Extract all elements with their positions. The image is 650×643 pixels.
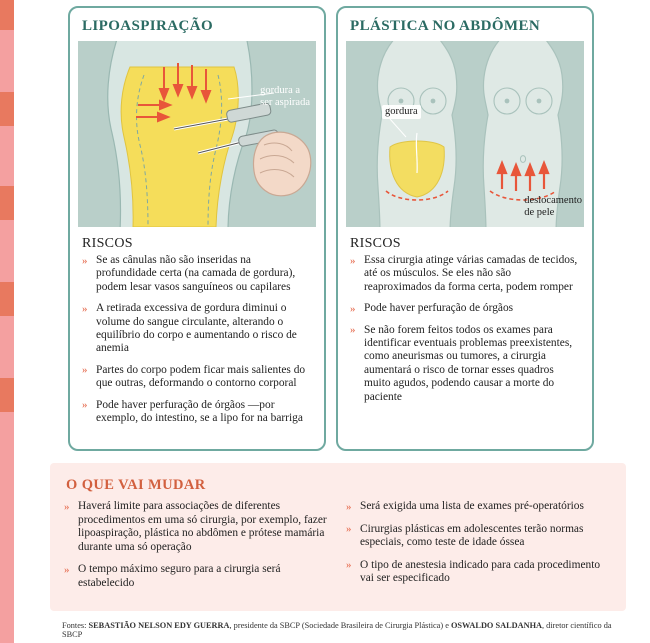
list-item: » Pode haver perfuração de órgãos —por exemplo, do intestino, se a lipo for na barriga: [82, 398, 303, 425]
chevron-double-right-icon: »: [82, 254, 86, 267]
illustration-plastica-abdomen: [346, 41, 584, 227]
risks-heading-plastica-abdomen: RISCOS: [350, 236, 401, 251]
illustration-lipoaspiracao: [78, 41, 316, 227]
risks-heading-lipoaspiracao: RISCOS: [82, 236, 133, 251]
lipo-illustration-svg: [78, 41, 316, 227]
list-item: » O tipo de anestesia indicado para cada procedimento vai ser especificado: [346, 558, 601, 585]
chevron-double-right-icon: »: [64, 563, 68, 576]
chevron-double-right-icon: »: [64, 500, 68, 513]
label-deslocamento-de-pele: deslocamento de pele: [524, 195, 582, 218]
bottom-column-left: [64, 500, 330, 600]
list-item: » Será exigida uma lista de exames pré-operatórios: [346, 500, 584, 513]
label-gordura-aspirada: gordura a ser aspirada: [260, 85, 310, 108]
chevron-double-right-icon: »: [346, 500, 350, 513]
label-gordura: gordura: [382, 105, 421, 119]
chevron-double-right-icon: »: [350, 324, 354, 337]
chevron-double-right-icon: »: [82, 364, 86, 377]
list-item: » A retirada excessiva de gordura diminui o volume do sangue circulante, alterando o equilíbrio do corpo e aumentando o risco de anemia: [82, 302, 297, 355]
list-item: » Se não forem feitos todos os exames para identificar eventuais problemas preexistentes, como aneurismas ou tumores, a cirurgia aumentará o risco de tornar esses quadros muito agudos, podendo causar a morte do paciente: [350, 323, 573, 403]
chevron-double-right-icon: »: [350, 302, 354, 315]
panel-lipoaspiracao: [68, 6, 326, 451]
edge-segment: [0, 92, 14, 126]
figure-before: [377, 41, 457, 227]
list-item: » Cirurgias plásticas em adolescentes terão normas especiais, como teste de idade óssea: [346, 522, 584, 549]
chevron-double-right-icon: »: [346, 523, 350, 536]
source-credit: Fontes: SEBASTIÃO NELSON EDY GUERRA, presidente da SBCP (Sociedade Brasileira de Cirurgia Plástica) e OSWALDO SALDANHA, diretor científico da SBCP: [62, 621, 612, 639]
list-item: » O tempo máximo seguro para a cirurgia será estabelecido: [64, 563, 281, 589]
edge-segment: [0, 282, 14, 316]
list-item: » Se as cânulas não são inseridas na profundidade certa (na camada de gordura), podem lesar vasos sanguíneos ou capilares: [82, 254, 296, 293]
o-que-vai-mudar-box: [50, 463, 626, 611]
chevron-double-right-icon: »: [350, 254, 354, 267]
list-item: » Pode haver perfuração de órgãos: [350, 302, 514, 315]
edge-segment: [0, 378, 14, 412]
chevron-double-right-icon: »: [346, 559, 350, 572]
bottom-box-title: O QUE VAI MUDAR: [66, 477, 206, 493]
panel-plastica-abdomen: [336, 6, 594, 451]
panel-title-plastica-abdomen: PLÁSTICA NO ABDÔMEN: [350, 18, 541, 34]
edge-segment: [0, 186, 14, 220]
chevron-double-right-icon: »: [82, 302, 86, 315]
panel-title-lipoaspiracao: LIPOASPIRAÇÃO: [82, 18, 214, 34]
risks-list-lipoaspiracao: [70, 254, 324, 441]
left-edge-strip: [0, 0, 14, 643]
risks-list-plastica-abdomen: [338, 254, 592, 420]
chevron-double-right-icon: »: [82, 399, 86, 412]
list-item: » Essa cirurgia atinge várias camadas de tecidos, até os músculos. Se eles não são reaproximados da forma certa, podem romper: [350, 254, 578, 293]
list-item: » Partes do corpo podem ficar mais salientes do que outras, deformando o contorno corporal: [82, 363, 306, 390]
edge-segment: [0, 0, 14, 30]
list-item: » Haverá limite para associações de diferentes procedimentos em uma só cirurgia, por exemplo, fazer lipoaspiração, plástica no abdômen e prótese mamária durante uma só operação: [64, 500, 327, 553]
bottom-column-right: [346, 500, 612, 600]
bottom-box-columns: [50, 500, 626, 600]
hand-illustration: [253, 132, 310, 196]
